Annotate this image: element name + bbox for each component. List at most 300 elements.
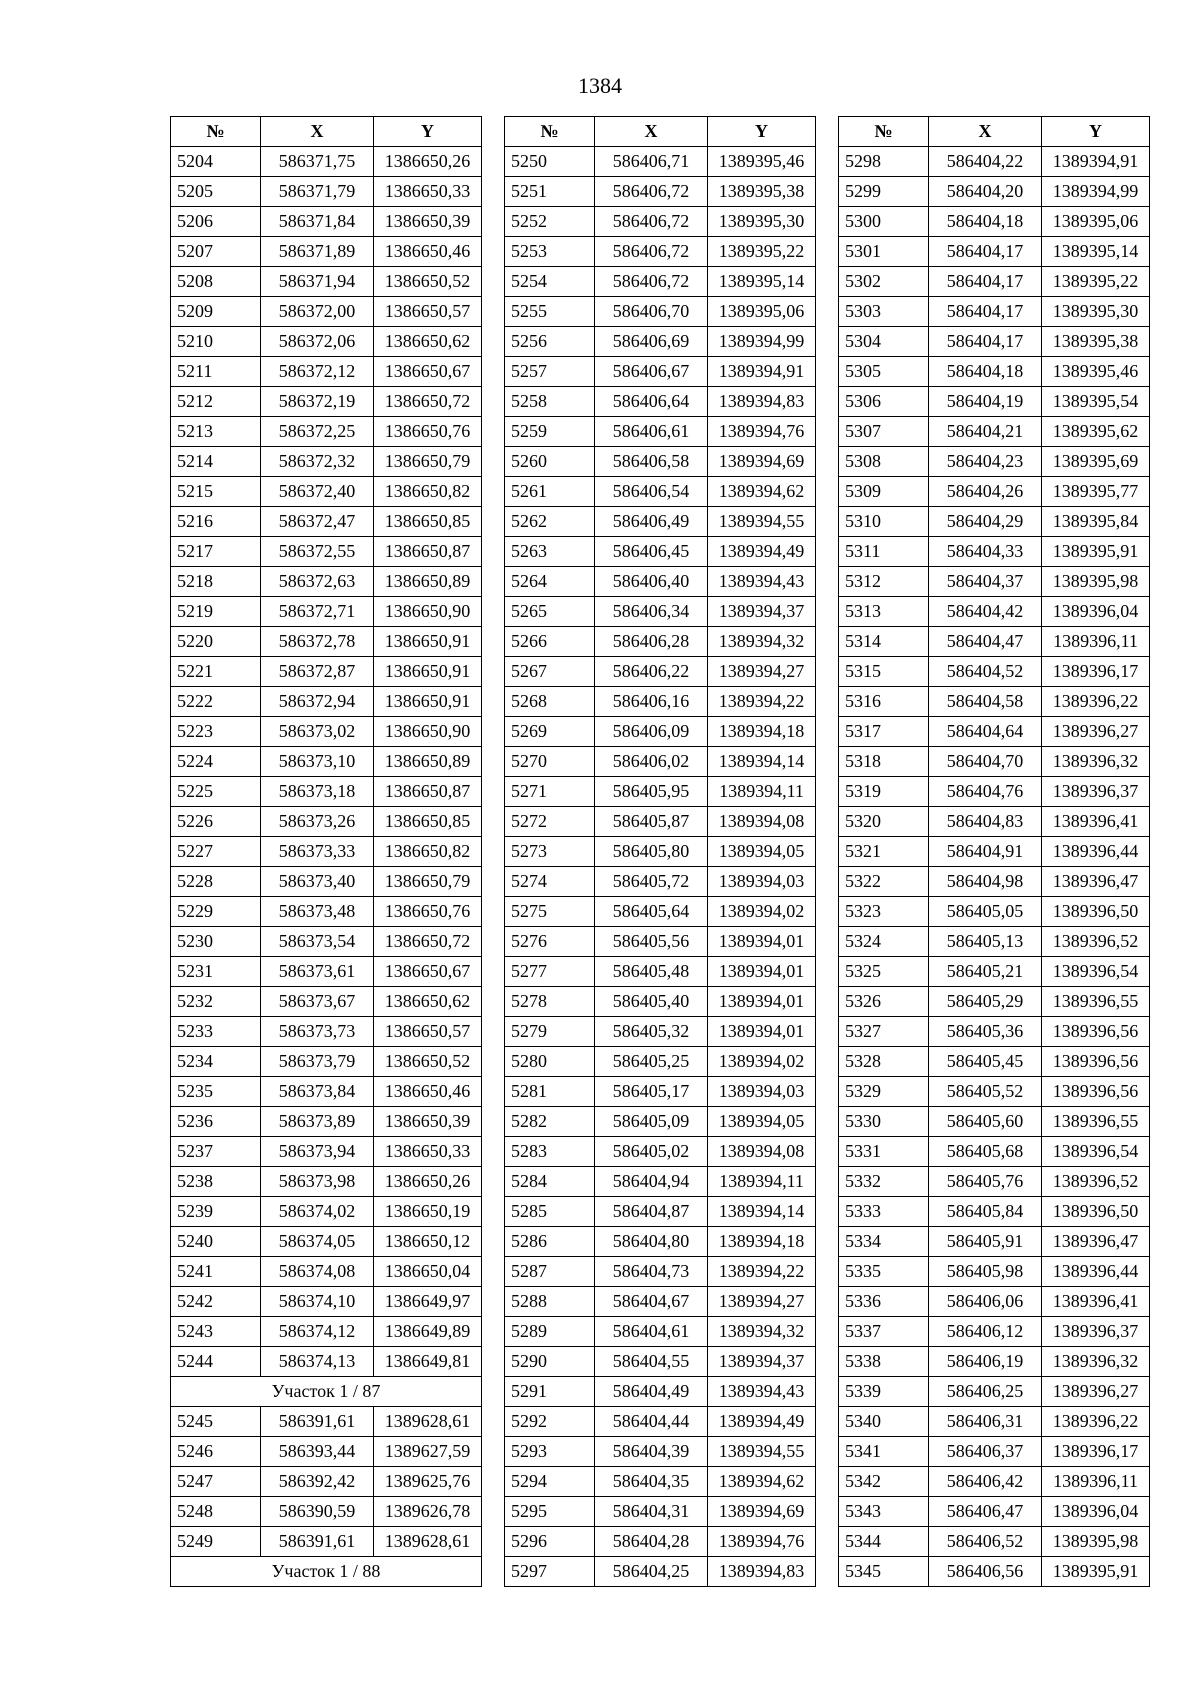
x-coordinate-cell: 586404,70 — [929, 747, 1042, 777]
x-coordinate-cell: 586406,22 — [595, 657, 708, 687]
y-coordinate-cell: 1389626,78 — [374, 1497, 482, 1527]
table-row — [839, 357, 1150, 387]
x-coordinate-cell: 586405,98 — [929, 1257, 1042, 1287]
y-coordinate-cell: 1386650,91 — [374, 657, 482, 687]
x-coordinate-cell: 586373,33 — [261, 837, 374, 867]
x-coordinate-cell: 586374,10 — [261, 1287, 374, 1317]
table-row — [505, 1167, 816, 1197]
point-number-cell: 5309 — [839, 477, 929, 507]
table-row — [839, 447, 1150, 477]
x-coordinate-cell: 586406,56 — [929, 1557, 1042, 1587]
table-row — [839, 1077, 1150, 1107]
y-coordinate-cell: 1389395,54 — [1042, 387, 1150, 417]
table-row — [505, 657, 816, 687]
x-coordinate-cell: 586404,42 — [929, 597, 1042, 627]
y-coordinate-cell: 1389396,54 — [1042, 1137, 1150, 1167]
table-row — [505, 417, 816, 447]
table-row — [171, 1137, 482, 1167]
table-row — [839, 387, 1150, 417]
x-coordinate-cell: 586392,42 — [261, 1467, 374, 1497]
x-coordinate-cell: 586373,61 — [261, 957, 374, 987]
point-number-cell: 5224 — [171, 747, 261, 777]
x-coordinate-cell: 586404,29 — [929, 507, 1042, 537]
x-coordinate-cell: 586406,70 — [595, 297, 708, 327]
point-number-cell: 5281 — [505, 1077, 595, 1107]
table-row — [171, 1257, 482, 1287]
table-row — [505, 1017, 816, 1047]
y-coordinate-cell: 1389394,18 — [708, 1227, 816, 1257]
point-number-cell: 5304 — [839, 327, 929, 357]
x-coordinate-cell: 586404,17 — [929, 297, 1042, 327]
y-coordinate-cell: 1389394,01 — [708, 957, 816, 987]
y-coordinate-cell: 1389395,22 — [708, 237, 816, 267]
y-coordinate-cell: 1389394,01 — [708, 927, 816, 957]
x-coordinate-cell: 586406,34 — [595, 597, 708, 627]
point-number-cell: 5207 — [171, 237, 261, 267]
header-row — [839, 117, 1150, 147]
x-coordinate-cell: 586374,05 — [261, 1227, 374, 1257]
x-coordinate-cell: 586406,72 — [595, 267, 708, 297]
y-coordinate-cell: 1389394,32 — [708, 627, 816, 657]
table-row — [839, 927, 1150, 957]
table-row — [839, 1467, 1150, 1497]
y-coordinate-cell: 1389394,99 — [1042, 177, 1150, 207]
y-coordinate-cell: 1386650,91 — [374, 627, 482, 657]
table-row — [839, 657, 1150, 687]
x-coordinate-cell: 586404,20 — [929, 177, 1042, 207]
x-coordinate-cell: 586372,55 — [261, 537, 374, 567]
x-coordinate-cell: 586373,48 — [261, 897, 374, 927]
section-label: Участок 1 / 87 — [171, 1377, 482, 1407]
point-number-cell: 5319 — [839, 777, 929, 807]
point-number-cell: 5222 — [171, 687, 261, 717]
point-number-cell: 5316 — [839, 687, 929, 717]
x-coordinate-cell: 586373,54 — [261, 927, 374, 957]
x-coordinate-cell: 586406,72 — [595, 207, 708, 237]
point-number-cell: 5268 — [505, 687, 595, 717]
y-coordinate-cell: 1389394,02 — [708, 897, 816, 927]
point-number-cell: 5255 — [505, 297, 595, 327]
y-coordinate-cell: 1389394,37 — [708, 1347, 816, 1377]
y-coordinate-cell: 1389394,55 — [708, 1437, 816, 1467]
y-coordinate-cell: 1386650,82 — [374, 477, 482, 507]
table-row — [171, 1497, 482, 1527]
table-row — [839, 1317, 1150, 1347]
x-coordinate-cell: 586404,91 — [929, 837, 1042, 867]
table-row — [171, 537, 482, 567]
table-row — [505, 207, 816, 237]
y-coordinate-cell: 1389394,43 — [708, 1377, 816, 1407]
point-number-cell: 5216 — [171, 507, 261, 537]
x-coordinate-cell: 586404,17 — [929, 267, 1042, 297]
point-number-cell: 5293 — [505, 1437, 595, 1467]
x-coordinate-cell: 586406,49 — [595, 507, 708, 537]
x-coordinate-cell: 586404,49 — [595, 1377, 708, 1407]
table-row — [839, 1377, 1150, 1407]
table-row — [839, 177, 1150, 207]
point-number-cell: 5333 — [839, 1197, 929, 1227]
table-row — [505, 537, 816, 567]
point-number-cell: 5233 — [171, 1017, 261, 1047]
table-row — [171, 657, 482, 687]
table-row — [505, 807, 816, 837]
point-number-cell: 5269 — [505, 717, 595, 747]
x-coordinate-cell: 586371,94 — [261, 267, 374, 297]
point-number-cell: 5246 — [171, 1437, 261, 1467]
table-row — [171, 927, 482, 957]
x-coordinate-cell: 586372,78 — [261, 627, 374, 657]
x-coordinate-cell: 586404,23 — [929, 447, 1042, 477]
x-coordinate-cell: 586374,02 — [261, 1197, 374, 1227]
x-coordinate-cell: 586406,02 — [595, 747, 708, 777]
point-number-cell: 5260 — [505, 447, 595, 477]
x-coordinate-cell: 586404,28 — [595, 1527, 708, 1557]
point-number-cell: 5261 — [505, 477, 595, 507]
table-row — [839, 717, 1150, 747]
x-coordinate-cell: 586406,40 — [595, 567, 708, 597]
coordinates-table-2 — [504, 116, 816, 1587]
table-row — [505, 507, 816, 537]
section-row — [171, 1377, 482, 1407]
y-coordinate-cell: 1389394,49 — [708, 1407, 816, 1437]
x-coordinate-cell: 586406,54 — [595, 477, 708, 507]
y-coordinate-cell: 1389396,17 — [1042, 657, 1150, 687]
point-number-cell: 5206 — [171, 207, 261, 237]
table-row — [171, 387, 482, 417]
table-row — [171, 1017, 482, 1047]
y-coordinate-cell: 1386650,87 — [374, 537, 482, 567]
point-number-cell: 5257 — [505, 357, 595, 387]
point-number-cell: 5270 — [505, 747, 595, 777]
table-row — [171, 327, 482, 357]
y-coordinate-cell: 1389394,49 — [708, 537, 816, 567]
table-row — [505, 747, 816, 777]
x-coordinate-cell: 586405,68 — [929, 1137, 1042, 1167]
x-coordinate-cell: 586373,73 — [261, 1017, 374, 1047]
header-row — [171, 117, 482, 147]
point-number-cell: 5289 — [505, 1317, 595, 1347]
page-number: 1384 — [578, 73, 622, 98]
table-row — [839, 297, 1150, 327]
point-number-cell: 5279 — [505, 1017, 595, 1047]
point-number-cell: 5342 — [839, 1467, 929, 1497]
x-coordinate-cell: 586373,94 — [261, 1137, 374, 1167]
table-row — [171, 717, 482, 747]
table-row — [505, 837, 816, 867]
table-row — [505, 867, 816, 897]
point-number-cell: 5341 — [839, 1437, 929, 1467]
y-coordinate-cell: 1389396,44 — [1042, 837, 1150, 867]
y-coordinate-cell: 1389395,98 — [1042, 567, 1150, 597]
point-number-cell: 5345 — [839, 1557, 929, 1587]
y-coordinate-cell: 1389396,41 — [1042, 1287, 1150, 1317]
y-coordinate-cell: 1386650,89 — [374, 567, 482, 597]
header-x: X — [929, 117, 1042, 147]
table-row — [839, 1497, 1150, 1527]
point-number-cell: 5298 — [839, 147, 929, 177]
x-coordinate-cell: 586406,37 — [929, 1437, 1042, 1467]
x-coordinate-cell: 586405,91 — [929, 1227, 1042, 1257]
y-coordinate-cell: 1389395,22 — [1042, 267, 1150, 297]
table-row — [171, 1077, 482, 1107]
x-coordinate-cell: 586405,02 — [595, 1137, 708, 1167]
x-coordinate-cell: 586404,58 — [929, 687, 1042, 717]
point-number-cell: 5258 — [505, 387, 595, 417]
point-number-cell: 5285 — [505, 1197, 595, 1227]
y-coordinate-cell: 1386650,76 — [374, 417, 482, 447]
point-number-cell: 5226 — [171, 807, 261, 837]
y-coordinate-cell: 1386650,39 — [374, 207, 482, 237]
y-coordinate-cell: 1389394,69 — [708, 447, 816, 477]
y-coordinate-cell: 1386650,76 — [374, 897, 482, 927]
header-x: X — [595, 117, 708, 147]
table-row — [171, 417, 482, 447]
y-coordinate-cell: 1386650,46 — [374, 1077, 482, 1107]
y-coordinate-cell: 1389394,62 — [708, 1467, 816, 1497]
table-row — [839, 687, 1150, 717]
table-row — [171, 807, 482, 837]
table-row — [505, 177, 816, 207]
table-row — [171, 1407, 482, 1437]
x-coordinate-cell: 586372,25 — [261, 417, 374, 447]
x-coordinate-cell: 586372,47 — [261, 507, 374, 537]
x-coordinate-cell: 586371,84 — [261, 207, 374, 237]
table-row — [839, 267, 1150, 297]
x-coordinate-cell: 586405,72 — [595, 867, 708, 897]
point-number-cell: 5267 — [505, 657, 595, 687]
point-number-cell: 5239 — [171, 1197, 261, 1227]
y-coordinate-cell: 1389396,27 — [1042, 1377, 1150, 1407]
y-coordinate-cell: 1389396,52 — [1042, 1167, 1150, 1197]
x-coordinate-cell: 586405,48 — [595, 957, 708, 987]
point-number-cell: 5282 — [505, 1107, 595, 1137]
point-number-cell: 5300 — [839, 207, 929, 237]
x-coordinate-cell: 586372,63 — [261, 567, 374, 597]
x-coordinate-cell: 586404,25 — [595, 1557, 708, 1587]
coordinates-table-1 — [170, 116, 482, 1587]
point-number-cell: 5301 — [839, 237, 929, 267]
table-row — [171, 147, 482, 177]
y-coordinate-cell: 1386650,26 — [374, 147, 482, 177]
table-row — [839, 507, 1150, 537]
x-coordinate-cell: 586372,94 — [261, 687, 374, 717]
table-row — [505, 357, 816, 387]
point-number-cell: 5227 — [171, 837, 261, 867]
y-coordinate-cell: 1389394,76 — [708, 417, 816, 447]
point-number-cell: 5248 — [171, 1497, 261, 1527]
y-coordinate-cell: 1389395,30 — [708, 207, 816, 237]
point-number-cell: 5212 — [171, 387, 261, 417]
y-coordinate-cell: 1386650,79 — [374, 447, 482, 477]
point-number-cell: 5235 — [171, 1077, 261, 1107]
table-row — [171, 1107, 482, 1137]
table-row — [839, 957, 1150, 987]
point-number-cell: 5280 — [505, 1047, 595, 1077]
y-coordinate-cell: 1389396,56 — [1042, 1047, 1150, 1077]
y-coordinate-cell: 1389395,98 — [1042, 1527, 1150, 1557]
y-coordinate-cell: 1389396,27 — [1042, 717, 1150, 747]
y-coordinate-cell: 1389394,08 — [708, 1137, 816, 1167]
x-coordinate-cell: 586374,12 — [261, 1317, 374, 1347]
point-number-cell: 5275 — [505, 897, 595, 927]
y-coordinate-cell: 1389394,22 — [708, 687, 816, 717]
point-number-cell: 5250 — [505, 147, 595, 177]
point-number-cell: 5287 — [505, 1257, 595, 1287]
x-coordinate-cell: 586406,71 — [595, 147, 708, 177]
x-coordinate-cell: 586372,71 — [261, 597, 374, 627]
x-coordinate-cell: 586405,76 — [929, 1167, 1042, 1197]
y-coordinate-cell: 1386650,19 — [374, 1197, 482, 1227]
table-row — [505, 477, 816, 507]
table-row — [839, 477, 1150, 507]
y-coordinate-cell: 1389394,01 — [708, 987, 816, 1017]
y-coordinate-cell: 1389395,91 — [1042, 1557, 1150, 1587]
point-number-cell: 5313 — [839, 597, 929, 627]
point-number-cell: 5291 — [505, 1377, 595, 1407]
x-coordinate-cell: 586406,69 — [595, 327, 708, 357]
y-coordinate-cell: 1386650,67 — [374, 957, 482, 987]
y-coordinate-cell: 1389396,52 — [1042, 927, 1150, 957]
y-coordinate-cell: 1389395,06 — [708, 297, 816, 327]
x-coordinate-cell: 586406,28 — [595, 627, 708, 657]
table-row — [839, 837, 1150, 867]
point-number-cell: 5219 — [171, 597, 261, 627]
point-number-cell: 5240 — [171, 1227, 261, 1257]
point-number-cell: 5218 — [171, 567, 261, 597]
coordinates-table-3 — [838, 116, 1150, 1587]
table-row — [171, 1167, 482, 1197]
y-coordinate-cell: 1386650,72 — [374, 927, 482, 957]
x-coordinate-cell: 586373,40 — [261, 867, 374, 897]
header-y: Y — [708, 117, 816, 147]
table-row — [505, 1527, 816, 1557]
y-coordinate-cell: 1389395,46 — [1042, 357, 1150, 387]
table-row — [171, 687, 482, 717]
table-row — [171, 777, 482, 807]
point-number-cell: 5259 — [505, 417, 595, 447]
point-number-cell: 5277 — [505, 957, 595, 987]
x-coordinate-cell: 586406,45 — [595, 537, 708, 567]
point-number-cell: 5232 — [171, 987, 261, 1017]
table-row — [839, 1107, 1150, 1137]
y-coordinate-cell: 1389394,03 — [708, 867, 816, 897]
y-coordinate-cell: 1389396,11 — [1042, 1467, 1150, 1497]
point-number-cell: 5256 — [505, 327, 595, 357]
table-row — [839, 867, 1150, 897]
table-row — [171, 1047, 482, 1077]
x-coordinate-cell: 586404,98 — [929, 867, 1042, 897]
x-coordinate-cell: 586404,39 — [595, 1437, 708, 1467]
point-number-cell: 5271 — [505, 777, 595, 807]
point-number-cell: 5340 — [839, 1407, 929, 1437]
y-coordinate-cell: 1389394,08 — [708, 807, 816, 837]
x-coordinate-cell: 586393,44 — [261, 1437, 374, 1467]
table-row — [171, 957, 482, 987]
y-coordinate-cell: 1389394,18 — [708, 717, 816, 747]
point-number-cell: 5288 — [505, 1287, 595, 1317]
y-coordinate-cell: 1389394,91 — [708, 357, 816, 387]
point-number-cell: 5266 — [505, 627, 595, 657]
y-coordinate-cell: 1386650,62 — [374, 327, 482, 357]
table-row — [171, 297, 482, 327]
table-row — [505, 567, 816, 597]
x-coordinate-cell: 586406,12 — [929, 1317, 1042, 1347]
y-coordinate-cell: 1389396,37 — [1042, 1317, 1150, 1347]
table-row — [839, 897, 1150, 927]
point-number-cell: 5299 — [839, 177, 929, 207]
table-row — [171, 567, 482, 597]
x-coordinate-cell: 586405,17 — [595, 1077, 708, 1107]
x-coordinate-cell: 586372,32 — [261, 447, 374, 477]
y-coordinate-cell: 1389396,32 — [1042, 1347, 1150, 1377]
point-number-cell: 5231 — [171, 957, 261, 987]
y-coordinate-cell: 1386649,97 — [374, 1287, 482, 1317]
y-coordinate-cell: 1389394,69 — [708, 1497, 816, 1527]
table-row — [839, 807, 1150, 837]
y-coordinate-cell: 1389396,22 — [1042, 687, 1150, 717]
x-coordinate-cell: 586406,67 — [595, 357, 708, 387]
y-coordinate-cell: 1389625,76 — [374, 1467, 482, 1497]
table-row — [839, 1407, 1150, 1437]
y-coordinate-cell: 1389395,69 — [1042, 447, 1150, 477]
x-coordinate-cell: 586406,61 — [595, 417, 708, 447]
x-coordinate-cell: 586373,98 — [261, 1167, 374, 1197]
table-row — [839, 417, 1150, 447]
table-row — [839, 1437, 1150, 1467]
table-row — [505, 687, 816, 717]
table-row — [839, 1527, 1150, 1557]
point-number-cell: 5262 — [505, 507, 595, 537]
x-coordinate-cell: 586406,06 — [929, 1287, 1042, 1317]
y-coordinate-cell: 1389396,54 — [1042, 957, 1150, 987]
y-coordinate-cell: 1389627,59 — [374, 1437, 482, 1467]
x-coordinate-cell: 586371,75 — [261, 147, 374, 177]
table-row — [171, 1527, 482, 1557]
y-coordinate-cell: 1386650,04 — [374, 1257, 482, 1287]
x-coordinate-cell: 586373,10 — [261, 747, 374, 777]
y-coordinate-cell: 1389394,05 — [708, 837, 816, 867]
x-coordinate-cell: 586404,94 — [595, 1167, 708, 1197]
table-row — [505, 1557, 816, 1587]
point-number-cell: 5265 — [505, 597, 595, 627]
point-number-cell: 5323 — [839, 897, 929, 927]
y-coordinate-cell: 1389394,32 — [708, 1317, 816, 1347]
y-coordinate-cell: 1389396,47 — [1042, 867, 1150, 897]
y-coordinate-cell: 1386650,72 — [374, 387, 482, 417]
table-row — [839, 1227, 1150, 1257]
y-coordinate-cell: 1386650,67 — [374, 357, 482, 387]
point-number-cell: 5273 — [505, 837, 595, 867]
point-number-cell: 5310 — [839, 507, 929, 537]
table-row — [839, 1167, 1150, 1197]
point-number-cell: 5339 — [839, 1377, 929, 1407]
x-coordinate-cell: 586373,84 — [261, 1077, 374, 1107]
x-coordinate-cell: 586404,26 — [929, 477, 1042, 507]
x-coordinate-cell: 586404,21 — [929, 417, 1042, 447]
section-row — [171, 1557, 482, 1587]
x-coordinate-cell: 586405,52 — [929, 1077, 1042, 1107]
point-number-cell: 5330 — [839, 1107, 929, 1137]
point-number-cell: 5228 — [171, 867, 261, 897]
x-coordinate-cell: 586373,89 — [261, 1107, 374, 1137]
y-coordinate-cell: 1389394,37 — [708, 597, 816, 627]
x-coordinate-cell: 586404,47 — [929, 627, 1042, 657]
x-coordinate-cell: 586373,18 — [261, 777, 374, 807]
point-number-cell: 5209 — [171, 297, 261, 327]
point-number-cell: 5245 — [171, 1407, 261, 1437]
y-coordinate-cell: 1389395,84 — [1042, 507, 1150, 537]
point-number-cell: 5329 — [839, 1077, 929, 1107]
